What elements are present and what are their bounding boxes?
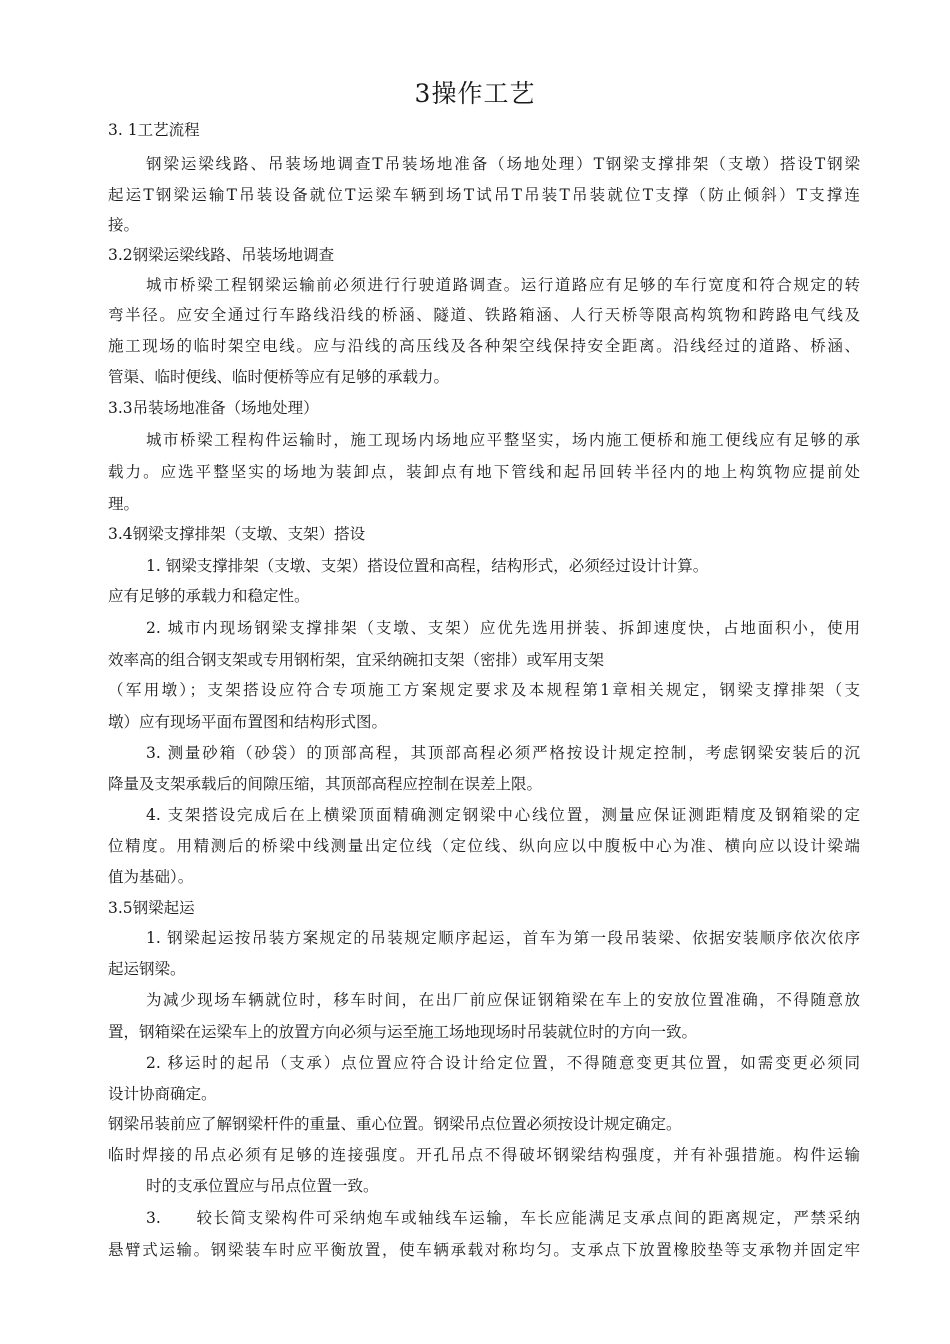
section-heading: 3.2钢梁运梁线路、吊装场地调查 bbox=[108, 246, 335, 264]
page-title: 3操作工艺 bbox=[414, 79, 536, 108]
paragraph-line: 管渠、临时便线、临时便桥等应有足够的承载力。 bbox=[108, 368, 450, 386]
paragraph-line: 墩）应有现场平面布置图和结构形式图。 bbox=[108, 713, 388, 731]
section-heading: 3.5钢梁起运 bbox=[108, 899, 195, 917]
paragraph-line: 钢梁吊装前应了解钢梁杆件的重量、重心位置。钢梁吊点位置必须按设计规定确定。 bbox=[108, 1115, 682, 1133]
section-heading: 3.4钢梁支撑排架（支墩、支架）搭设 bbox=[108, 525, 366, 543]
section-heading: 3.3吊装场地准备（场地处理） bbox=[108, 399, 319, 417]
paragraph-line: 值为基础）。 bbox=[108, 868, 194, 886]
paragraph-line: 3. 较长简支梁构件可采纳炮车或轴线车运输，车长应能满足支承点间的距离规定，严禁采纳 bbox=[146, 1209, 860, 1227]
paragraph-line: 设计协商确定。 bbox=[108, 1085, 217, 1103]
paragraph-line: 2. 城市内现场钢梁支撑排架（支墩、支架）应优先选用拼装、拆卸速度快，占地面积小，使用 bbox=[146, 619, 860, 637]
paragraph-line: 2. 移运时的起吊（支承）点位置应符合设计给定位置，不得随意变更其位置，如需变更必须同 bbox=[146, 1054, 860, 1072]
paragraph-line: 应有足够的承载力和稳定性。 bbox=[108, 587, 310, 605]
paragraph-line: 悬臂式运输。钢梁装车时应平衡放置，使车辆承载对称均匀。支承点下放置橡胶垫等支承物并固定牢 bbox=[108, 1241, 860, 1259]
paragraph-line: 效率高的组合钢支架或专用钢桁架，宜采纳碗扣支架（密排）或军用支架 bbox=[108, 651, 605, 669]
paragraph-line: 城市桥梁工程构件运输时，施工现场内场地应平整坚实，场内施工便桥和施工便线应有足够的承 bbox=[146, 431, 860, 449]
paragraph-line: 为减少现场车辆就位时，移车时间，在出厂前应保证钢箱梁在车上的安放位置准确，不得随意放 bbox=[146, 991, 860, 1009]
paragraph-line: 置，钢箱梁在运梁车上的放置方向必须与运至施工场地现场时吊装就位时的方向一致。 bbox=[108, 1023, 698, 1041]
paragraph-line: 1. 钢梁支撑排架（支墩、支架）搭设位置和高程，结构形式，必须经过设计计算。 bbox=[146, 557, 709, 575]
paragraph-line: （军用墩）；支架搭设应符合专项施工方案规定要求及本规程第1章相关规定，钢梁支撑排架（支 bbox=[108, 681, 860, 699]
paragraph-line: 3. 测量砂箱（砂袋）的顶部高程，其顶部高程必须严格按设计规定控制，考虑钢梁安装后的沉 bbox=[146, 744, 860, 762]
paragraph-line: 临时焊接的吊点必须有足够的连接强度。开孔吊点不得破坏钢梁结构强度，并有补强措施。构件运输 bbox=[108, 1146, 860, 1164]
paragraph-line: 接。 bbox=[108, 216, 140, 234]
paragraph-line: 降量及支架承载后的间隙压缩，其顶部高程应控制在误差上限。 bbox=[108, 775, 543, 793]
paragraph-line: 施工现场的临时架空电线。应与沿线的高压线及各种架空线保持安全距离。沿线经过的道路、桥涵、 bbox=[108, 337, 860, 355]
paragraph-line: 城市桥梁工程钢梁运输前必须进行行驶道路调查。运行道路应有足够的车行宽度和符合规定的转 bbox=[146, 276, 860, 294]
paragraph-line: 时的支承位置应与吊点位置一致。 bbox=[146, 1177, 379, 1195]
paragraph-line: 钢梁运梁线路、吊装场地调查T吊装场地准备（场地处理）T钢梁支撑排架（支墩）搭设T钢梁 bbox=[146, 155, 860, 173]
paragraph-line: 载力。应选平整坚实的场地为装卸点，装卸点有地下管线和起吊回转半径内的地上构筑物应提前处 bbox=[108, 463, 860, 481]
paragraph-line: 起运钢梁。 bbox=[108, 960, 186, 978]
paragraph-line: 1. 钢梁起运按吊装方案规定的吊装规定顺序起运，首车为第一段吊装梁、依据安装顺序依次依序 bbox=[146, 929, 860, 947]
paragraph-line: 弯半径。应安全通过行车路线沿线的桥涵、隧道、铁路箱涵、人行天桥等限高构筑物和跨路电气线及 bbox=[108, 306, 860, 324]
paragraph-line: 理。 bbox=[108, 495, 140, 513]
paragraph-line: 位精度。用精测后的桥梁中线测量出定位线（定位线、纵向应以中腹板中心为准、横向应以设计梁端 bbox=[108, 837, 860, 855]
paragraph-line: 4. 支架搭设完成后在上横梁顶面精确测定钢梁中心线位置，测量应保证测距精度及钢箱梁的定 bbox=[146, 806, 860, 824]
section-heading: 3. 1工艺流程 bbox=[108, 121, 200, 139]
paragraph-line: 起运T钢梁运输T吊装设备就位T运梁车辆到场T试吊T吊装T吊装就位T支撑（防止倾斜）T支撑连 bbox=[108, 186, 860, 204]
